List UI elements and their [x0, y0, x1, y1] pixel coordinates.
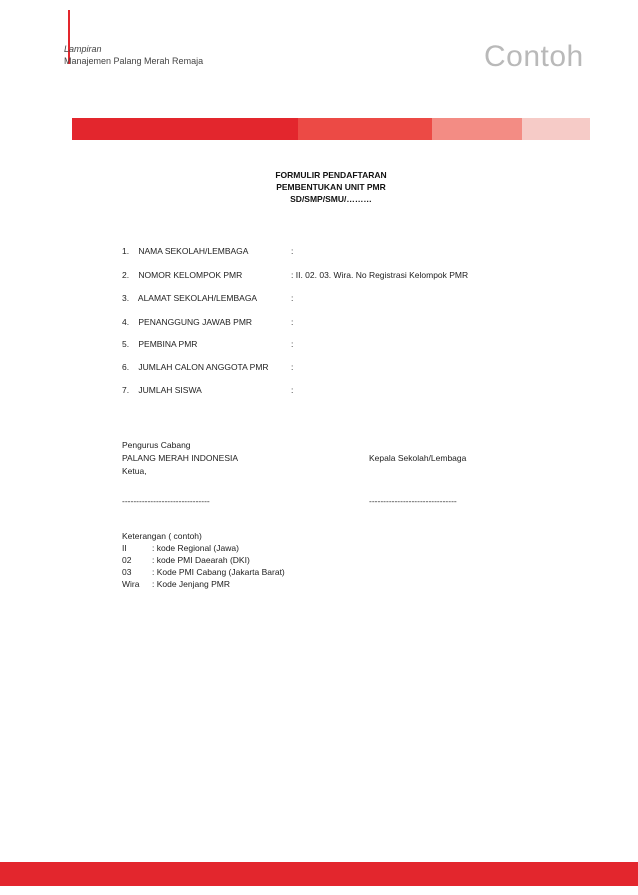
- item-value: :: [291, 246, 294, 256]
- form-item: [122, 293, 257, 303]
- item-number: 7.: [122, 385, 130, 395]
- notes-title: Keterangan ( contoh): [122, 531, 202, 541]
- band-segment-2: [298, 118, 432, 140]
- band-segment-4: [522, 118, 590, 140]
- notes-row: [122, 543, 239, 553]
- notes-code: 02: [122, 555, 132, 565]
- item-number: 6.: [122, 362, 130, 372]
- form-item: [122, 362, 269, 372]
- item-number: 1.: [122, 246, 130, 256]
- item-label: JUMLAH SISWA: [138, 385, 202, 395]
- item-label: NAMA SEKOLAH/LEMBAGA: [138, 246, 249, 256]
- watermark-contoh: Contoh: [484, 40, 584, 73]
- notes-code: 03: [122, 567, 132, 577]
- notes-code: II: [122, 543, 127, 553]
- item-value: :: [291, 385, 294, 395]
- notes-desc: : kode PMI Daearah (DKI): [152, 555, 250, 565]
- item-label: ALAMAT SEKOLAH/LEMBAGA: [137, 293, 258, 303]
- band-segment-1: [72, 118, 298, 140]
- item-label: PEMBINA PMR: [138, 339, 198, 349]
- signature-org-name: PALANG MERAH INDONESIA: [122, 453, 239, 463]
- item-label: NOMOR KELOMPOK PMR: [138, 270, 243, 280]
- form-title-line1: FORMULIR PENDAFTARAN: [275, 170, 387, 180]
- signature-org-unit: Pengurus Cabang: [122, 440, 191, 450]
- item-number: 4.: [122, 317, 130, 327]
- item-number: 5.: [122, 339, 130, 349]
- notes-desc: : kode Regional (Jawa): [152, 543, 239, 553]
- form-title-line3: SD/SMP/SMU/………: [290, 194, 372, 204]
- item-number: 2.: [122, 270, 130, 280]
- notes-code: Wira: [122, 579, 140, 589]
- item-label: PENANGGUNG JAWAB PMR: [138, 317, 253, 327]
- decorative-color-bands: [72, 118, 590, 140]
- item-value: :: [291, 293, 294, 303]
- item-value: :: [291, 317, 294, 327]
- form-item: [122, 385, 202, 395]
- signature-line-right: -------------------------------: [369, 496, 457, 506]
- notes-desc: : Kode PMI Cabang (Jakarta Barat): [152, 567, 285, 577]
- item-label: JUMLAH CALON ANGGOTA PMR: [138, 362, 269, 372]
- notes-row: [122, 567, 285, 577]
- notes-row: [122, 579, 230, 589]
- form-title: [250, 169, 412, 205]
- item-number: 3.: [122, 293, 130, 303]
- header-subtitle: Manajemen Palang Merah Remaja: [64, 56, 204, 66]
- item-value: :: [291, 339, 294, 349]
- form-item: [122, 270, 242, 280]
- signature-org-role: Ketua,: [122, 466, 147, 476]
- notes-row: [122, 555, 250, 565]
- signature-school-role: Kepala Sekolah/Lembaga: [369, 453, 467, 463]
- form-item: [122, 246, 248, 256]
- item-value: : II. 02. 03. Wira. No Registrasi Kelompok PMR: [291, 270, 469, 280]
- form-title-line2: PEMBENTUKAN UNIT PMR: [276, 182, 386, 192]
- form-item: [122, 317, 252, 327]
- item-value: :: [291, 362, 294, 372]
- footer-red-bar: [0, 862, 638, 886]
- notes-desc: : Kode Jenjang PMR: [152, 579, 230, 589]
- header-appendix-label: Lampiran: [64, 44, 102, 54]
- form-item: [122, 339, 197, 349]
- signature-line-left: -------------------------------: [122, 496, 210, 506]
- band-segment-3: [432, 118, 522, 140]
